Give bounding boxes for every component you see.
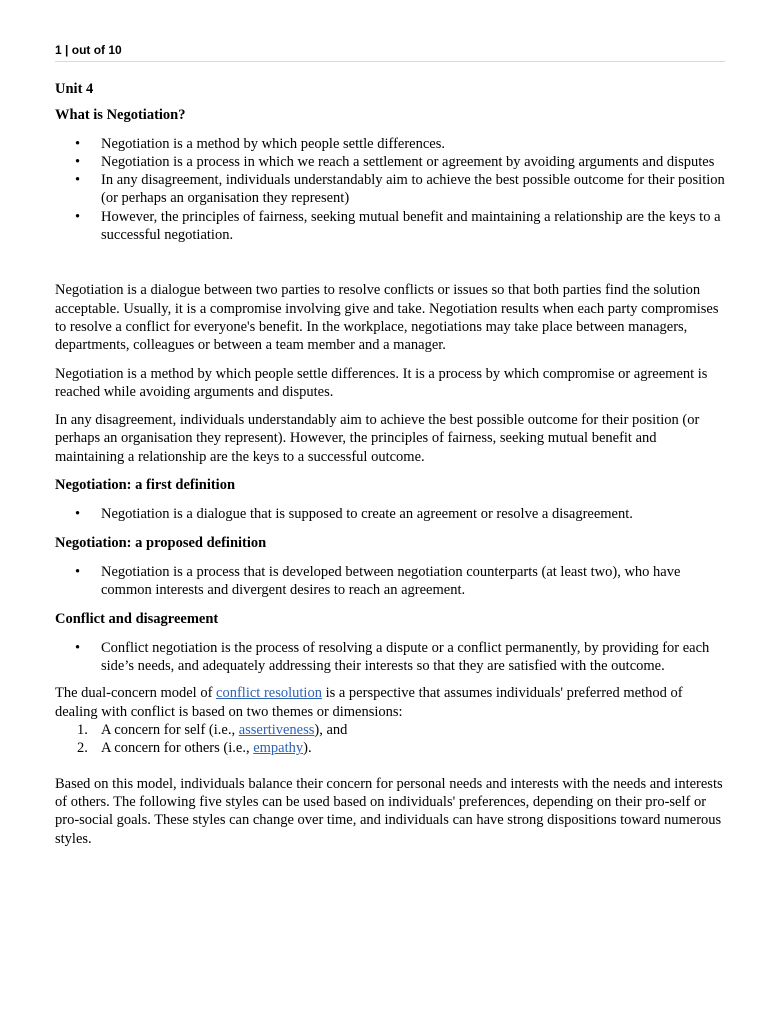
assertiveness-link[interactable]: assertiveness: [238, 722, 315, 739]
closing-paragraph: Based on this model, individuals balance their concern for personal needs and interests with the needs and interests of others. The following five styles can be used based on individuals' preferences, depending on their pro-self or pro-social goals. These styles can change over time, and individuals can have strong dispositions toward numerous styles.: [55, 775, 723, 847]
item-text: A concern for self (i.e.,: [101, 722, 239, 739]
paragraph-disagreement: In any disagreement, individuals understandably aim to achieve the best possible outcome for their position (or perhaps an organisation they represent). However, the principles of fairness, seeking mutual benefit and maintaining a relationship are the keys to a successful outcome.: [55, 412, 700, 465]
list-item: • Negotiation is a method by which people settle differences.: [55, 135, 725, 153]
page-separator: |: [65, 43, 69, 57]
first-definition-list: [55, 505, 725, 523]
unit-title: Unit 4: [55, 81, 94, 97]
dual-concern-intro: [55, 684, 725, 721]
section-heading-what-is-negotiation: What is Negotiation?: [55, 107, 186, 124]
page-total: out of 10: [71, 43, 122, 57]
list-item: [55, 721, 725, 739]
list-item: • In any disagreement, individuals understandably aim to achieve the best possible outcome for their position (or perhaps an organisation they represent): [55, 171, 725, 208]
list-item: • Negotiation is a dialogue that is supposed to create an agreement or resolve a disagreement.: [55, 505, 725, 523]
list-item: • Conflict negotiation is the process of resolving a dispute or a conflict permanently, by providing for each side’s needs, and adequately addressing their interests so that they are satisfied with the outcome.: [55, 639, 725, 676]
item-text-after: ).: [303, 740, 312, 757]
list-item: • However, the principles of fairness, seeking mutual benefit and maintaining a relationship are the keys to a successful negotiation.: [55, 208, 725, 245]
page-header: [55, 43, 725, 61]
heading-proposed-definition: Negotiation: a proposed definition: [55, 534, 267, 551]
proposed-definition-list: [55, 563, 725, 600]
dual-concern-list: [55, 721, 725, 758]
intro-text-after: is a perspective that assumes individuals' preferred method of dealing with conflict is based on two themes or dimensions:: [55, 685, 683, 720]
empathy-link[interactable]: empathy: [253, 740, 304, 757]
paragraph-method: Negotiation is a method by which people settle differences. It is a process by which compromise or agreement is reached while avoiding arguments and disputes.: [55, 365, 708, 400]
list-item: • Negotiation is a process that is developed between negotiation counterparts (at least two), who have common interests and divergent desires to reach an agreement.: [55, 563, 725, 600]
item-text: A concern for others (i.e.,: [101, 740, 254, 757]
conflict-list: [55, 639, 725, 676]
item-text-after: ), and: [314, 722, 348, 739]
intro-text: The dual-concern model of: [55, 685, 217, 702]
list-item: [55, 739, 725, 757]
heading-first-definition: Negotiation: a first definition: [55, 477, 236, 494]
list-number: 1.: [77, 722, 88, 739]
document-body: [55, 80, 725, 848]
page-number: 1: [55, 43, 62, 57]
negotiation-bullet-list: [55, 135, 725, 245]
conflict-resolution-link[interactable]: conflict resolution: [216, 685, 322, 702]
paragraph-dialogue: Negotiation is a dialogue between two parties to resolve conflicts or issues so that both parties find the solution acceptable. Usually, it is a compromise involving give and take. Negotiation results when each party compromises to resolve a conflict for everyone's benefit. In the workplace, negotiations may take place between managers, departments, colleagues or between a team member and a manager.: [55, 282, 719, 354]
list-item: • Negotiation is a process in which we reach a settlement or agreement by avoiding arguments and disputes: [55, 153, 725, 171]
header-divider: [55, 61, 725, 62]
heading-conflict-disagreement: Conflict and disagreement: [55, 610, 219, 627]
list-number: 2.: [77, 740, 88, 757]
